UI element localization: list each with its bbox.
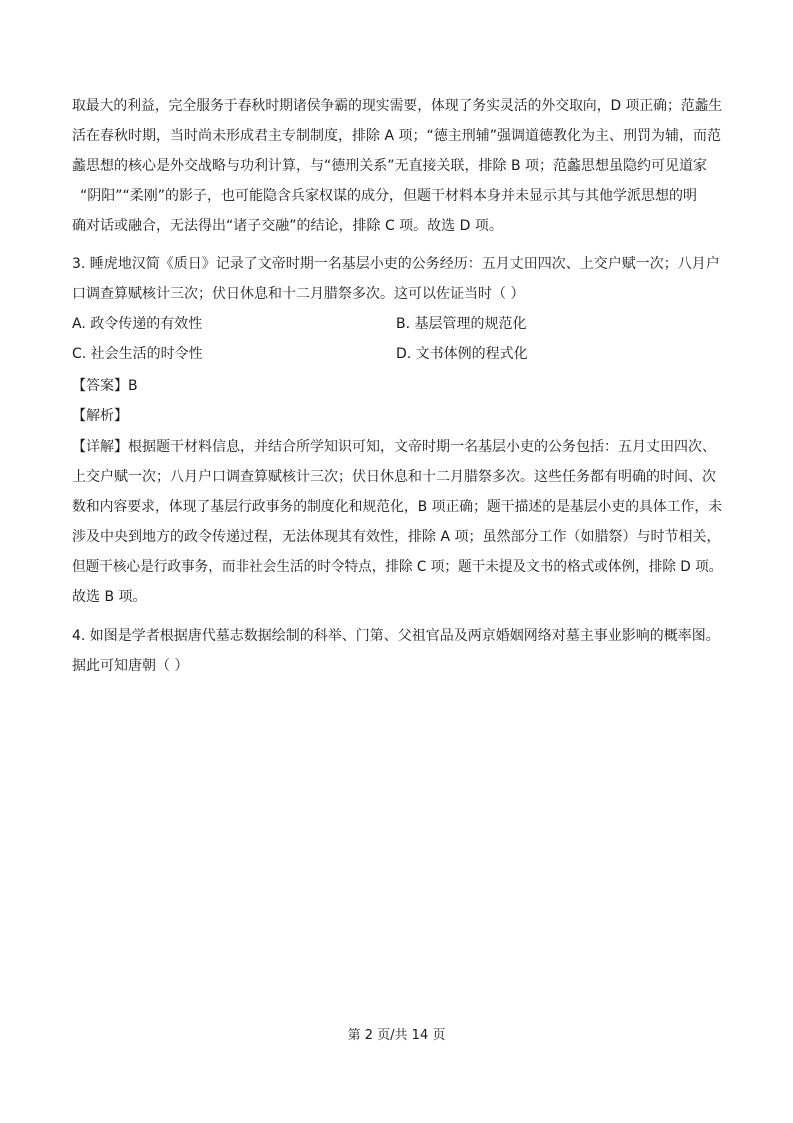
question3-option-a: A. 政令传递的有效性 xyxy=(72,316,203,332)
question3-option-d: D. 文书体例的程式化 xyxy=(396,346,528,362)
question3-analysis-label: 【解析】 xyxy=(72,408,128,424)
question3-option-b: B. 基层管理的规范化 xyxy=(396,316,527,332)
question3-detail-line-5: 但题干核心是行政事务，而非社会生活的时令特点，排除 C 项；题干未提及文书的格式或体例，排除 D 项。 xyxy=(72,559,723,575)
question4-stem-line-1: 4. 如图是学者根据唐代墓志数据绘制的科举、门第、父祖官品及两京婚姻网络对墓主事业影响的概率图。 xyxy=(72,628,720,644)
continuation-line-2: 活在春秋时期，当时尚未形成君主专制制度，排除 A 项；“德主刑辅”强调道德教化为主、刑罚为辅，而范 xyxy=(72,128,721,144)
question3-answer: 【答案】B xyxy=(72,378,138,394)
continuation-line-4: “阴阳”“柔刚”的影子，也可能隐含兵家权谋的成分，但题干材料本身并未显示其与其他学派思想的明 xyxy=(80,188,698,204)
question3-stem-line-2: 口调查算赋核计三次；伏日休息和十二月腊祭多次。这可以佐证当时（ ） xyxy=(72,286,525,302)
question3-detail-line-2: 上交户赋一次；八月户口调查算赋核计三次；伏日休息和十二月腊祭多次。这些任务都有明确的时间、次 xyxy=(72,469,716,485)
continuation-line-5: 确对话或融合，无法得出“诸子交融”的结论，排除 C 项。故选 D 项。 xyxy=(72,218,503,234)
question3-detail-line-4: 涉及中央到地方的政令传递过程，无法体现其有效性，排除 A 项；虽然部分工作（如腊祭）与时节相关， xyxy=(72,529,721,545)
question3-stem-line-1: 3. 睡虎地汉简《质日》记录了文帝时期一名基层小吏的公务经历：五月丈田四次、上交户赋一次；八月户 xyxy=(72,256,720,272)
page-footer: 第 2 页/共 14 页 xyxy=(347,1028,446,1043)
question4-stem-line-2: 据此可知唐朝（ ） xyxy=(72,658,189,674)
question3-option-c: C. 社会生活的时令性 xyxy=(72,346,203,362)
continuation-line-1: 取最大的利益，完全服务于春秋时期诸侯争霸的现实需要，体现了务实灵活的外交取向，D 项正确；范蠡生 xyxy=(72,98,723,114)
question3-detail-line-1: 【详解】根据题干材料信息，并结合所学知识可知，文帝时期一名基层小吏的公务包括：五月丈田四次、 xyxy=(72,439,716,455)
continuation-line-3: 蠡思想的核心是外交战略与功利计算，与“德刑关系”无直接关联，排除 B 项；范蠡思想虽隐约可见道家 xyxy=(72,158,708,174)
question3-detail-line-3: 数和内容要求，体现了基层行政事务的制度化和规范化，B 项正确；题干描述的是基层小吏的具体工作，未 xyxy=(72,499,723,515)
question3-detail-line-6: 故选 B 项。 xyxy=(72,589,147,605)
